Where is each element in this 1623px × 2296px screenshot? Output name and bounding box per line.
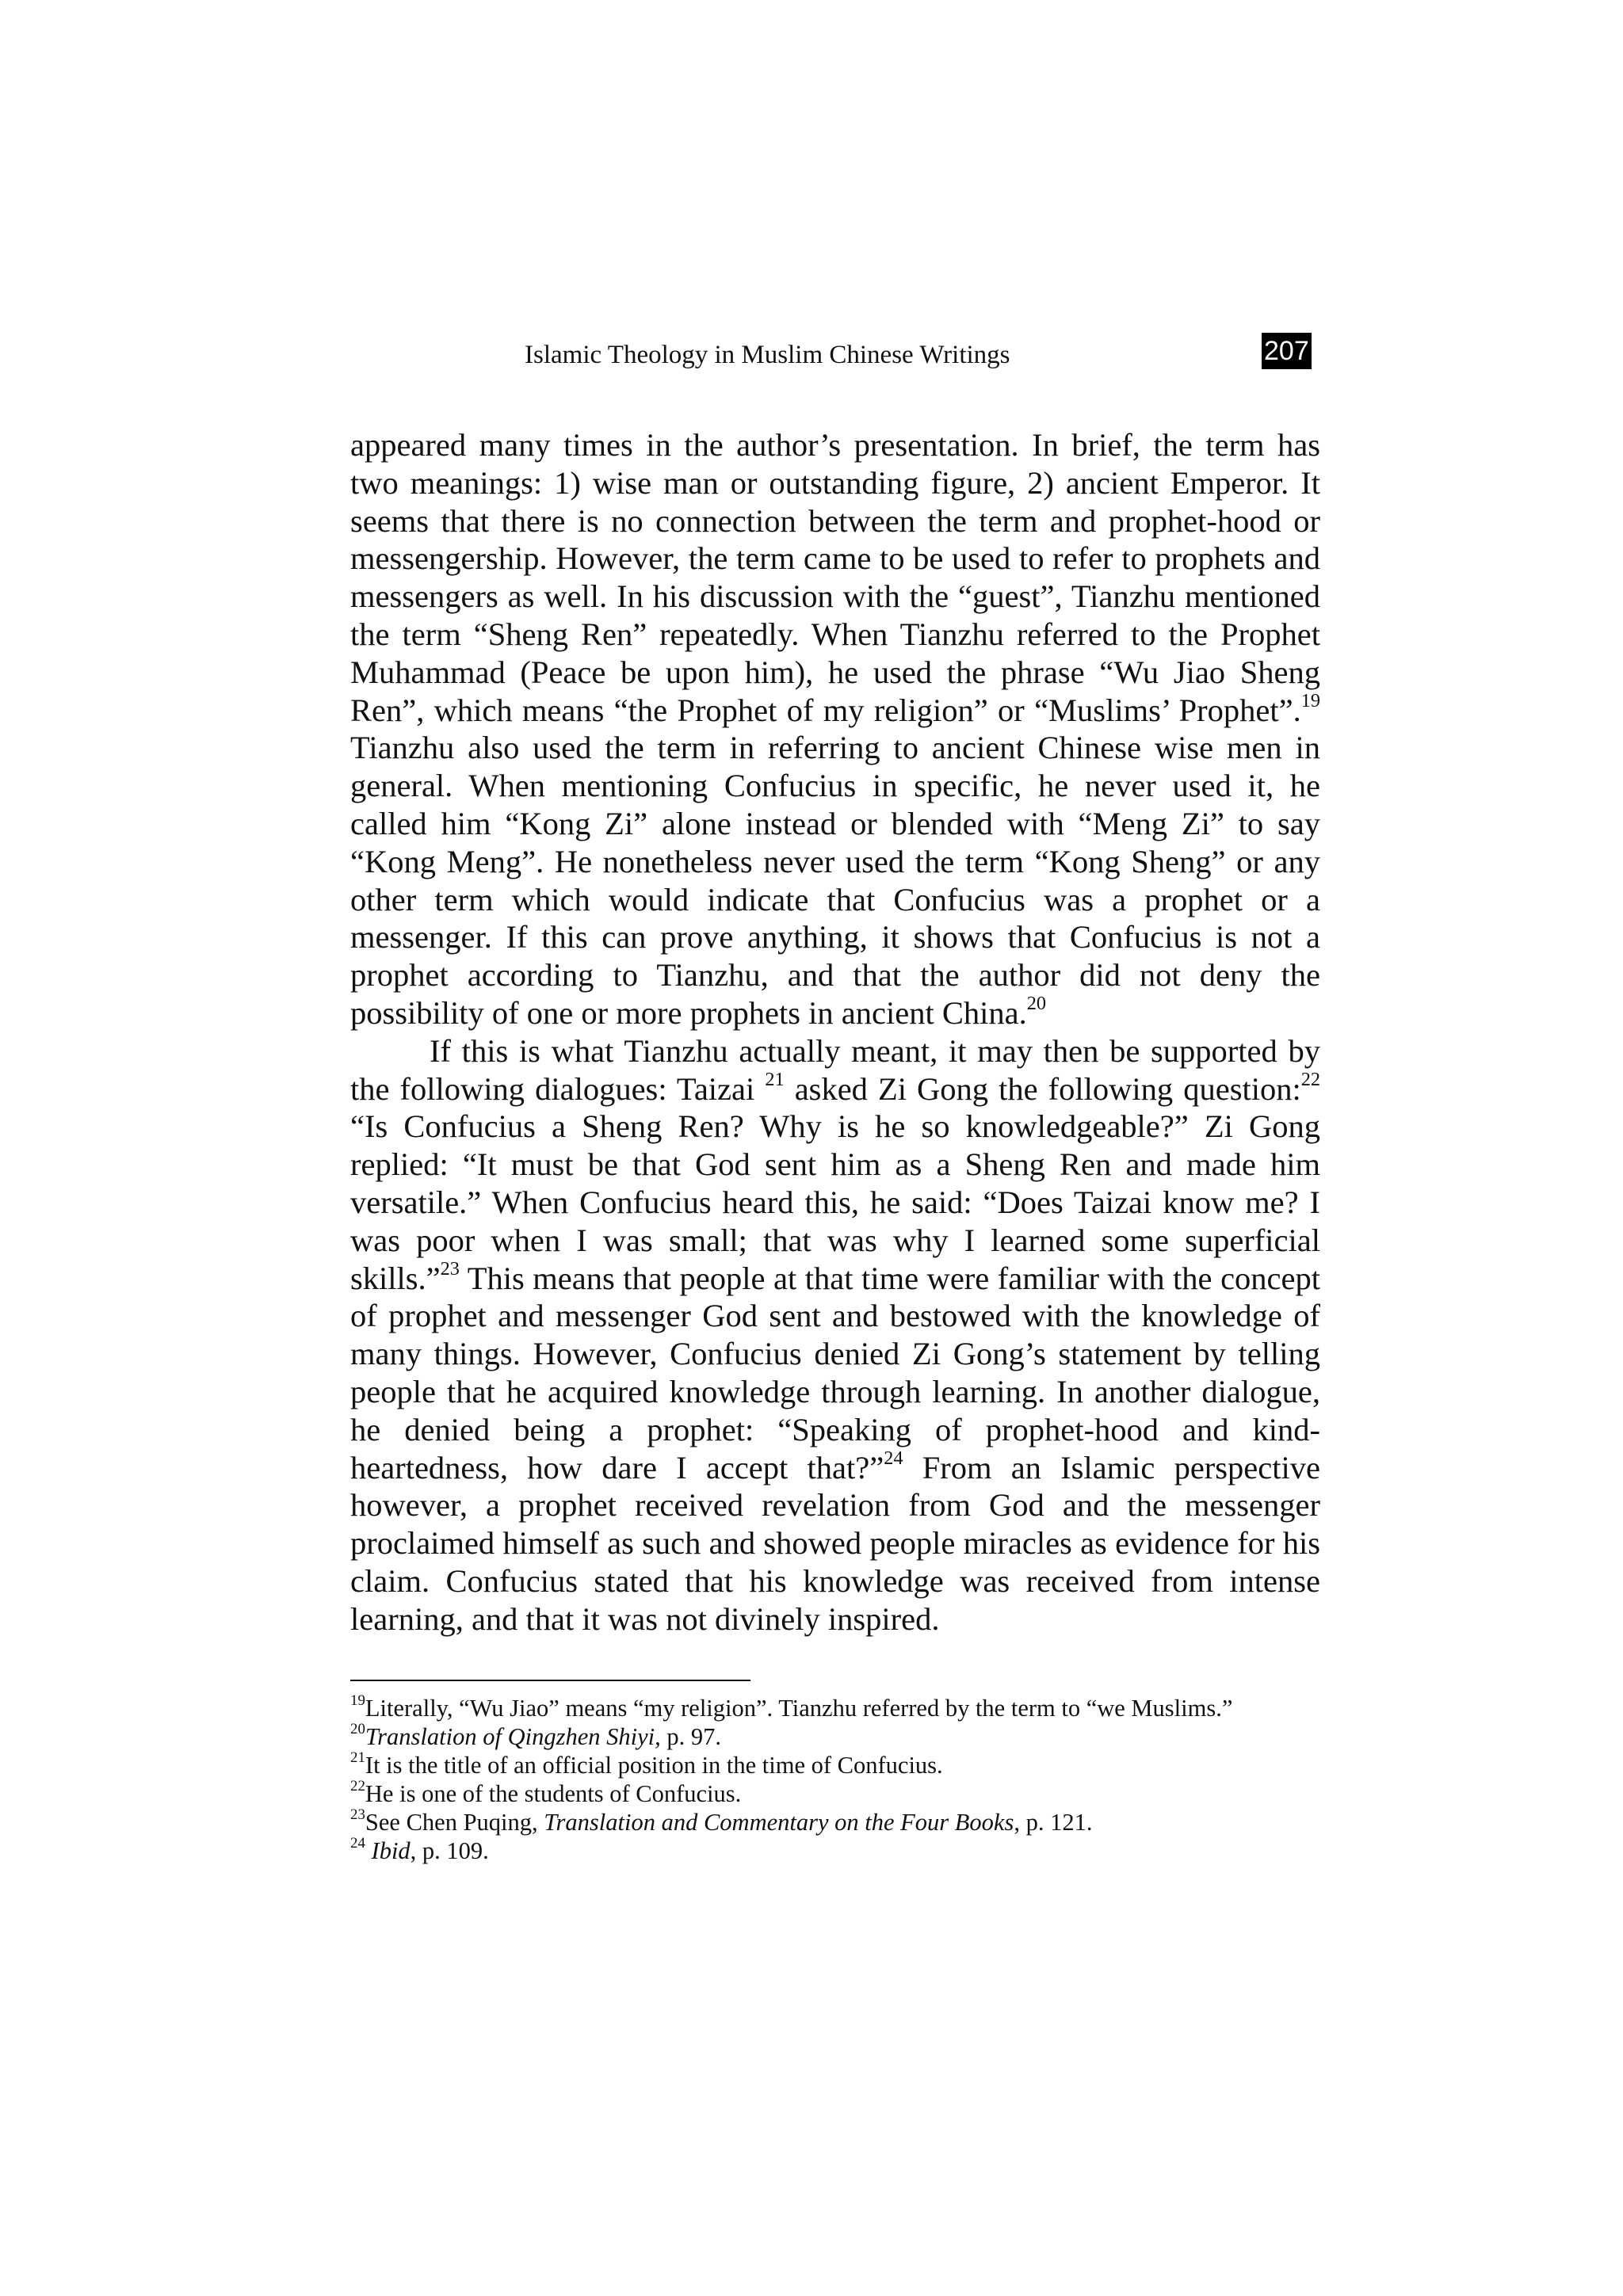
paragraph-1-text-b: Tianzhu also used the term in referring to ancient Chinese wise men in general. When mentioning Confucius in specific, he never used it, he called him “Kong Zi” alone instead or blended with “Meng Zi” to say “Kong Meng”. He nonetheless never used the term “Kong Sheng” or any other term which would indicate that Confucius was a prophet or a messenger. If this can prove anything, it shows that Confucius is not a prophet according to Tianzhu, and that the author did not deny the possibility of one or more prophets in ancient China. — [350, 730, 1320, 1031]
footnote-ref-20: 20 — [1026, 992, 1047, 1014]
footnote-text: p. 97. — [660, 1723, 721, 1750]
running-header — [0, 331, 1623, 379]
footnote-ref-22: 22 — [1300, 1068, 1321, 1090]
footnote-title: Ibid — [371, 1837, 411, 1864]
running-header-title: Islamic Theology in Muslim Chinese Writings — [525, 341, 1010, 369]
paragraph-1 — [350, 426, 1320, 1032]
footnote-text: , p. 109. — [410, 1837, 489, 1864]
footnote-prefix — [365, 1837, 372, 1864]
paragraph-2-text-a: If this is what Tianzhu actually meant, it may then be supported by the following dialogues: Taizai — [350, 1032, 1320, 1107]
paragraph-2 — [350, 1032, 1320, 1638]
footnote-ref-24: 24 — [884, 1447, 903, 1469]
footnote-text: It is the title of an official position in the time of Confucius. — [365, 1752, 943, 1779]
footnote-prefix: See Chen Puqing, — [365, 1809, 544, 1836]
footnote-number: 20 — [350, 1720, 365, 1737]
footnote-number: 23 — [350, 1806, 365, 1823]
paragraph-2-text-b: asked Zi Gong the following question: — [784, 1070, 1301, 1107]
footnote-number: 19 — [350, 1691, 365, 1709]
paragraph-2-text-d: This means that people at that time were familiar with the concept of prophet and messenger God sent and bestowed with the knowledge of many things. However, Confucius denied Zi Gong’s statement by telling people that he acquired knowledge through learning. In another dialogue, he denied being a prophet: “Speaking of prophet-hood and kind-heartedness, how dare I accept that?” — [350, 1260, 1320, 1486]
footnote-separator — [350, 1680, 750, 1681]
footnote-text: Literally, “Wu Jiao” means “my religion”. Tianzhu referred by the term to “we Muslims.” — [365, 1695, 1233, 1722]
footnote-text: , p. 121. — [1014, 1809, 1093, 1836]
footnote-number: 22 — [350, 1777, 365, 1794]
footnote-title: Translation and Commentary on the Four Books — [544, 1809, 1014, 1836]
footnote-19 — [350, 1691, 1320, 1722]
paragraph-1-text-a: appeared many times in the author’s presentation. In brief, the term has two meanings: 1) wise man or outstanding figure, 2) ancient Emperor. It seems that there is no connection between the term and prophet-hood or messengership. However, the term came to be used to refer to prophets and messengers as well. In his discussion with the “guest”, Tianzhu mentioned the term “Sheng Ren” repeatedly. When Tianzhu referred to the Prophet Muhammad (Peace be upon him), he used the phrase “Wu Jiao Sheng Ren”, which means “the Prophet of my religion” or “Muslims’ Prophet”. — [350, 427, 1320, 728]
footnote-text: He is one of the students of Confucius. — [365, 1780, 742, 1807]
paragraph-2-text-c: “Is Confucius a Sheng Ren? Why is he so knowledgeable?” Zi Gong replied: “It must be that God sent him as a Sheng Ren and made him versatile.” When Confucius heard this, he said: “Does Taizai know me? I was poor when I was small; that was why I learned some superficial skills.” — [350, 1108, 1320, 1296]
footnotes — [350, 1691, 1320, 1865]
footnote-number: 21 — [350, 1749, 365, 1766]
footnote-20 — [350, 1722, 1320, 1751]
footnote-title: Translation of Qingzhen Shiyi, — [365, 1723, 661, 1750]
footnote-ref-21: 21 — [765, 1068, 785, 1090]
footnote-ref-19: 19 — [1300, 689, 1320, 711]
footnote-number: 24 — [350, 1834, 365, 1852]
footnote-21 — [350, 1751, 1320, 1779]
paragraph-2-text-e: From an Islamic perspective however, a prophet received revelation from God and the messenger proclaimed himself as such and showed people miracles as evidence for his claim. Confucius stated that his knowledge was received from intense learning, and that it was not divinely inspired. — [350, 1449, 1320, 1637]
footnote-ref-23: 23 — [440, 1257, 460, 1280]
page-number: 207 — [1262, 333, 1312, 369]
footnote-22 — [350, 1779, 1320, 1808]
footnote-23 — [350, 1808, 1320, 1836]
body-text — [350, 426, 1320, 1638]
footnote-24 — [350, 1836, 1320, 1865]
